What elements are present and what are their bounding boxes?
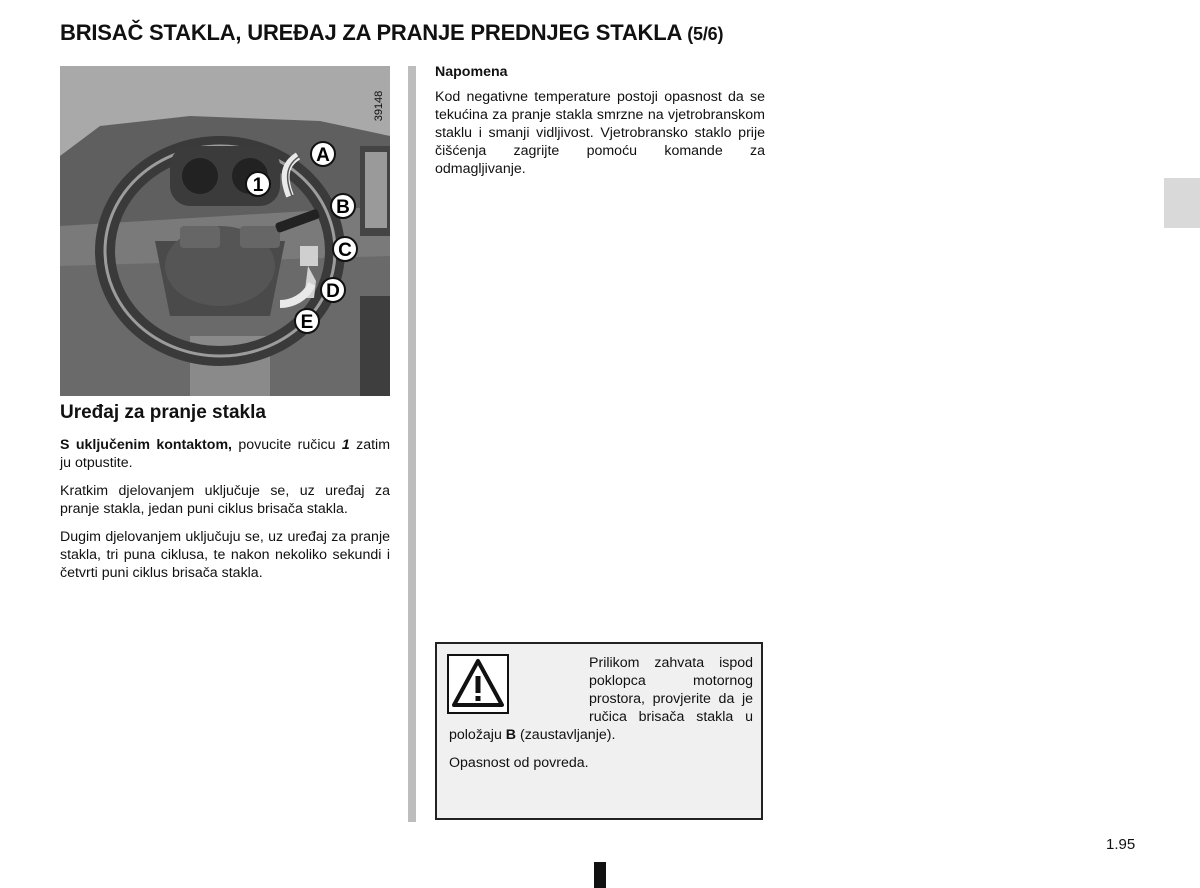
warning-paragraph: [449, 654, 753, 744]
left-column: [60, 400, 390, 592]
right-column: [435, 64, 765, 188]
p1-text-b: zatim ju otpustite.: [60, 437, 391, 471]
warning-text: [449, 654, 753, 772]
paragraph-2: Kratkim djelovanjem uključuje se, uz uređaj za pranje stakla, jedan puni ciklus brisača stakla.: [60, 483, 390, 517]
p1-bold: S uključenim kontaktom,: [60, 437, 233, 453]
chapter-tab: [1164, 178, 1200, 228]
callout-c: C: [338, 240, 352, 261]
page-number: 1.95: [1106, 836, 1136, 853]
steering-wheel-illustration: [60, 66, 390, 396]
callout-e: E: [300, 312, 314, 333]
callout-d: D: [326, 281, 340, 302]
figure-number: 39148: [373, 90, 385, 122]
title-text: BRISAČ STAKLA, UREĐAJ ZA PRANJE PREDNJEG STAKLA: [60, 20, 682, 45]
illustration-svg: [60, 66, 390, 396]
p1-text-a: povucite ručicu: [232, 437, 342, 453]
section-heading: Uređaj za pranje stakla: [60, 402, 266, 423]
bottom-marker: [594, 862, 606, 888]
paragraph-1: [60, 436, 390, 472]
warning-paragraph-2: Opasnost od povreda.: [449, 755, 589, 771]
column-divider: [408, 66, 416, 822]
warning-position-b: B: [505, 727, 517, 743]
warning-text-a: Prilikom zahvata ispod poklopca motornog prostora, provjerite da je ručica brisača stakla u položaju: [449, 655, 753, 743]
p1-lever-number: 1: [341, 437, 350, 453]
callout-b: B: [336, 197, 350, 218]
note-text: Kod negativne temperature postoji opasnost da se tekućina za pranje stakla smrzne na vjetrobranskom staklu i smanji vidljivost. Vjetrobransko staklo prije čišćenja zagrijte pomoću komande za odmagljivanje.: [435, 89, 765, 177]
callout-1: 1: [252, 175, 264, 196]
callout-a: A: [316, 145, 330, 166]
page-fraction: (5/6): [687, 24, 724, 44]
warning-box: [435, 642, 763, 820]
warning-text-b: (zaustavljanje).: [516, 727, 616, 743]
paragraph-3: Dugim djelovanjem uključuju se, uz uređaj za pranje stakla, tri puna ciklusa, te nakon nekoliko sekundi i četvrti puni ciklus brisača stakla.: [60, 529, 390, 581]
note-title: Napomena: [435, 64, 508, 80]
page-title: [60, 20, 723, 46]
